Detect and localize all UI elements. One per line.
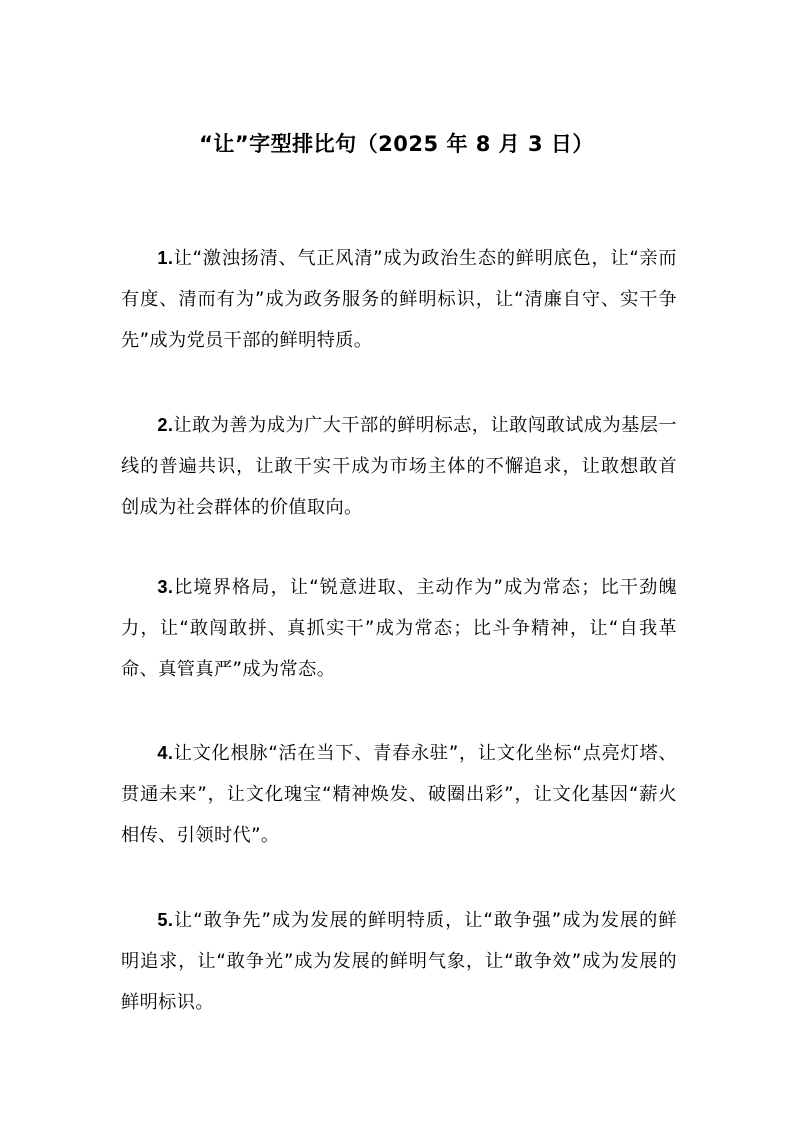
paragraph-text: 让敢为善为成为广大干部的鲜明标志，让敢闯敢试成为基层一线的普遍共识，让敢干实干成为市场主体的不懈追求，让敢想敢首创成为社会群体的价值取向。 xyxy=(121,415,677,518)
paragraph-5 xyxy=(121,900,677,1023)
paragraph-number: 1. xyxy=(157,248,174,268)
paragraph-number: 5. xyxy=(157,910,174,930)
paragraph-1 xyxy=(121,238,677,361)
paragraph-text: 让“激浊扬清、气正风清”成为政治生态的鲜明底色，让“亲而有度、清而有为”成为政务服务的鲜明标识，让“清廉自守、实干争先”成为党员干部的鲜明特质。 xyxy=(121,248,677,351)
paragraph-3 xyxy=(121,567,677,690)
paragraph-text: 让“敢争先”成为发展的鲜明特质，让“敢争强”成为发展的鲜明追求，让“敢争光”成为发展的鲜明气象，让“敢争效”成为发展的鲜明标识。 xyxy=(121,910,677,1013)
document-title: “让”字型排比句（2025 年 8 月 3 日） xyxy=(199,132,594,156)
paragraph-4 xyxy=(121,733,677,856)
paragraph-number: 3. xyxy=(157,577,174,597)
paragraph-number: 2. xyxy=(157,415,174,435)
paragraph-2 xyxy=(121,405,677,528)
paragraph-text: 让文化根脉“活在当下、青春永驻”，让文化坐标“点亮灯塔、贯通未来”，让文化瑰宝“精神焕发、破圈出彩”，让文化基因“薪火相传、引领时代”。 xyxy=(121,743,677,846)
paragraph-number: 4. xyxy=(157,743,174,763)
paragraph-text: 比境界格局，让“锐意进取、主动作为”成为常态；比干劲魄力，让“敢闯敢拼、真抓实干”成为常态；比斗争精神，让“自我革命、真管真严”成为常态。 xyxy=(121,577,677,680)
